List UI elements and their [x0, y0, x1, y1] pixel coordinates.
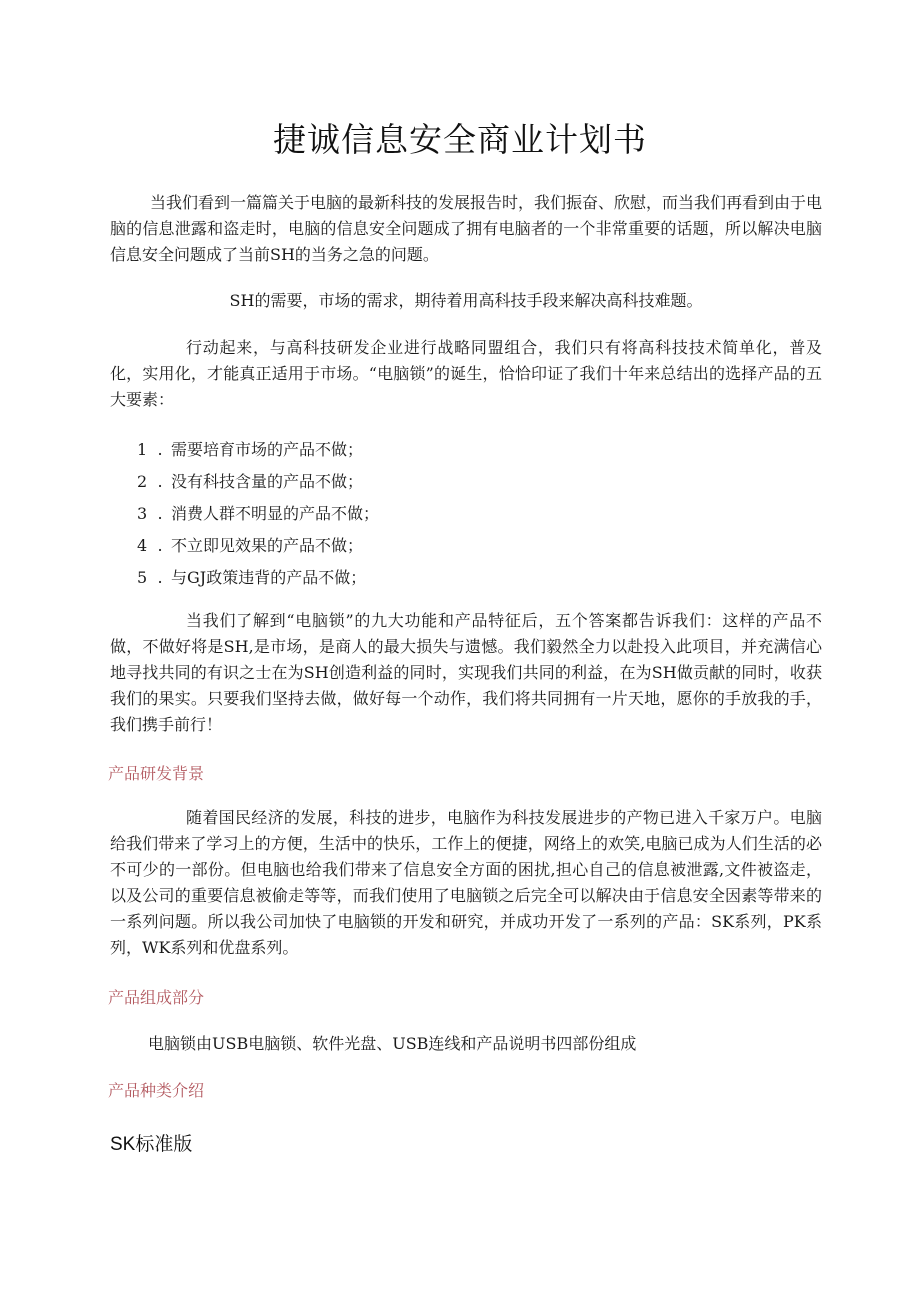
- closing-paragraph: 当我们了解到“电脑锁”的九大功能和产品特征后，五个答案都告诉我们：这样的产品不做，不做好将是SH,是市场，是商人的最大损失与遗憾。我们毅然全力以赴投入此项目，并充满信心地寻找共同的有识之士在为SH创造利益的同时，实现我们共同的利益，在为SH做贡献的同时，收获我们的果实。只要我们坚持去做，做好每一个动作，我们将共同拥有一片天地，愿你的手放我的手，我们携手前行！: [110, 611, 822, 734]
- intro-paragraph: 当我们看到一篇篇关于电脑的最新科技的发展报告时，我们振奋、欣慰，而当我们再看到由于电脑的信息泄露和盗走时，电脑的信息安全问题成了拥有电脑者的一个非常重要的话题，所以解决电脑信息安全问题成了当前SH的当务之急的问题。: [110, 193, 823, 264]
- list-item: 5 . 与GJ政策违背的产品不做；: [137, 568, 367, 587]
- section-heading-background: 产品研发背景: [108, 764, 205, 783]
- list-item: 4 . 不立即见效果的产品不做；: [137, 536, 364, 555]
- list-item: 2 . 没有科技含量的产品不做；: [137, 472, 364, 491]
- components-paragraph: 电脑锁由USB电脑锁、软件光盘、USB连线和产品说明书四部份组成: [148, 1034, 637, 1053]
- sk-standard-subheading: SK标准版: [110, 1134, 193, 1155]
- five-elements-list: [137, 437, 379, 597]
- list-item: 3 . 消费人群不明显的产品不做；: [137, 504, 380, 523]
- document-title: 捷诚信息安全商业计划书: [273, 120, 647, 159]
- action-paragraph: 行动起来，与高科技研发企业进行战略同盟组合，我们只有将高科技技术简单化，普及化，实用化，才能真正适用于市场。“电脑锁”的诞生，恰恰印证了我们十年来总结出的选择产品的五大要素：: [110, 338, 822, 409]
- list-item: 1 . 需要培育市场的产品不做；: [137, 440, 364, 459]
- background-paragraph: 随着国民经济的发展，科技的进步，电脑作为科技发展进步的产物已进入千家万户。电脑给我们带来了学习上的方便，生活中的快乐，工作上的便捷，网络上的欢笑,电脑已成为人们生活的必不可少的一部份。但电脑也给我们带来了信息安全方面的困扰,担心自己的信息被泄露,文件被盗走，以及公司的重要信息被偷走等等，而我们使用了电脑锁之后完全可以解决由于信息安全因素等带来的一系列问题。所以我公司加快了电脑锁的开发和研究，并成功开发了一系列的产品：SK系列，PK系列，WK系列和优盘系列。: [110, 808, 822, 957]
- need-paragraph: SH的需要，市场的需求，期待着用高科技手段来解决高科技难题。: [229, 291, 703, 310]
- section-heading-components: 产品组成部分: [108, 988, 205, 1007]
- section-heading-types: 产品种类介绍: [108, 1081, 205, 1100]
